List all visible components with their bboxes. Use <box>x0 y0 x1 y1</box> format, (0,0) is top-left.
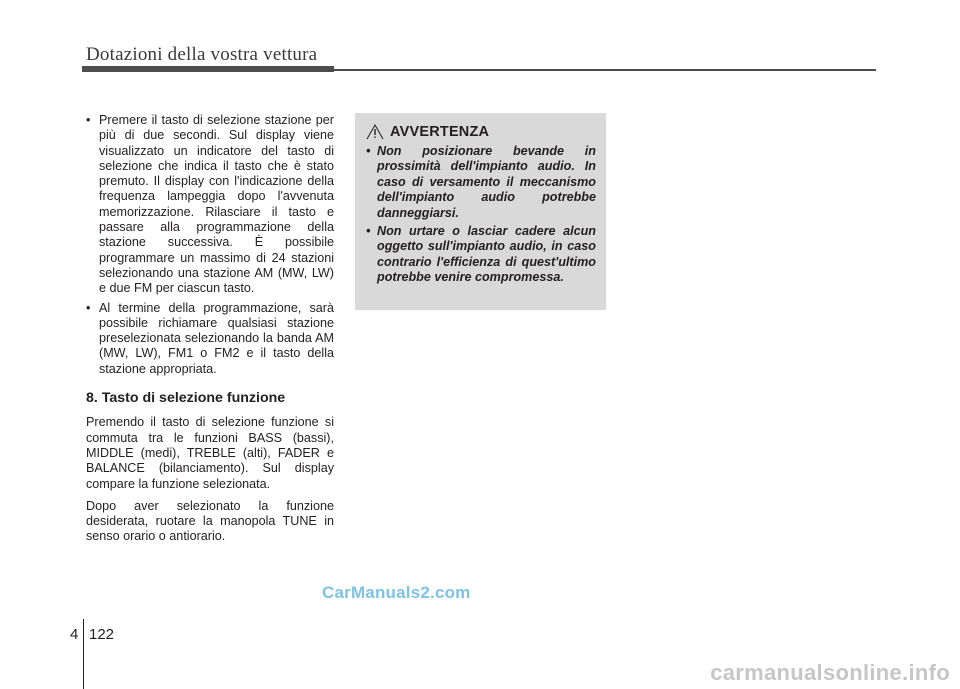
header-rule-thin <box>334 69 876 71</box>
bullet-item <box>86 113 334 297</box>
header-rule-thick <box>82 66 334 72</box>
site-watermark-link[interactable]: CarManuals2.com <box>322 583 471 602</box>
bottom-watermark: carmanualsonline.info <box>710 660 950 685</box>
warning-triangle-icon <box>366 124 384 140</box>
bullet-text: Premere il tasto di selezione stazione per più di due secondi. Sul display viene visualizzato un indicatore del tasto di selezione che indica il tasto che è stato premuto. Il display con l'indicazione della frequenza lampeggia dopo l'avvenuta memorizzazione. Rilasciare il tasto e passare alla programmazione della stazione successiva. È possibile programmare un massimo di 24 stazioni selezionando una stazione AM (MW, LW) e due FM per ciascun tasto. <box>99 113 334 296</box>
warning-box <box>355 113 606 310</box>
warning-header <box>366 122 596 142</box>
bullet-dot: • <box>86 113 91 127</box>
warning-item-text: Non posizionare bevande in prossimità dell'impianto audio. In caso di versamento il meccanismo dell'impianto audio potrebbe danneggiarsi. <box>377 144 596 220</box>
footer-divider <box>83 619 84 689</box>
section-heading: 8. Tasto di selezione funzione <box>86 390 286 407</box>
page-header-title: Dotazioni della vostra vettura <box>86 44 318 65</box>
left-column <box>86 113 334 552</box>
warning-title: AVVERTENZA <box>390 124 490 140</box>
warning-item <box>366 144 596 221</box>
bullet-dot: • <box>366 224 371 239</box>
paragraph: Premendo il tasto di selezione funzione si commuta tra le funzioni BASS (bassi), MIDDLE (medi), TREBLE (alti), FADER e BALANCE (bilanciamento). Sul display compare la funzione selezionata. <box>86 415 334 491</box>
chapter-number: 4 <box>70 626 79 643</box>
bullet-item <box>86 301 334 377</box>
paragraph: Dopo aver selezionato la funzione desiderata, ruotare la manopola TUNE in senso orario o antiorario. <box>86 498 334 544</box>
page-number: 122 <box>89 626 115 643</box>
warning-item-text: Non urtare o lasciar cadere alcun oggetto sull'impianto audio, in caso contrario l'efficienza di quest'ultimo potrebbe venire compromessa. <box>377 224 596 285</box>
warning-item <box>366 224 596 286</box>
bullet-text: Al termine della programmazione, sarà possibile richiamare qualsiasi stazione preselezionata selezionando la banda AM (MW, LW), FM1 o FM2 e il tasto della stazione appropriata. <box>99 300 334 376</box>
warning-list <box>366 144 596 286</box>
bullet-dot: • <box>366 144 371 158</box>
bullet-dot: • <box>86 300 91 315</box>
